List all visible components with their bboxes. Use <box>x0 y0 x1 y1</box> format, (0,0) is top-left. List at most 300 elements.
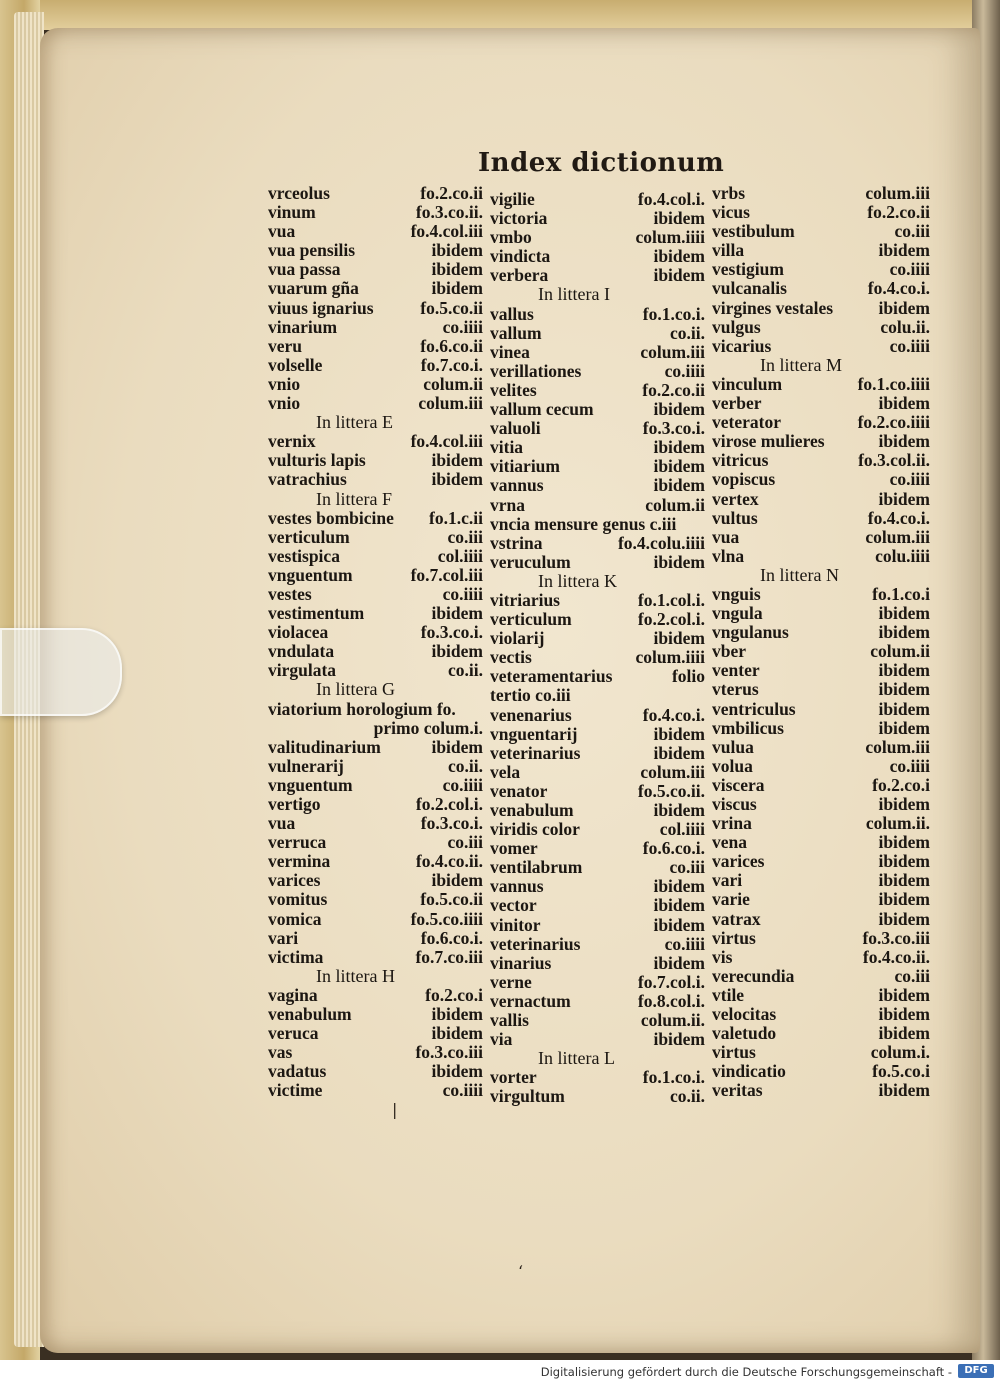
entry-reference: colum.iii <box>865 183 930 203</box>
entry-reference: ibidem <box>878 240 930 261</box>
entry-word: vestimentum <box>268 603 365 624</box>
entry-reference: colum.iii <box>865 736 930 757</box>
entry-reference: ibidem <box>653 952 705 973</box>
entry-word: vnio <box>268 393 301 414</box>
index-entry <box>712 585 930 604</box>
entry-word: viscus <box>712 794 757 814</box>
entry-word: viridis color <box>490 819 580 840</box>
section-label: In littera F <box>316 488 392 509</box>
index-entry <box>490 515 705 534</box>
entry-word: vas <box>268 1042 293 1063</box>
entry-reference: colum.iiii <box>635 227 705 248</box>
entry-word: velites <box>490 379 537 400</box>
entry-reference: co.iiii <box>889 469 930 490</box>
index-entry <box>490 801 705 820</box>
entry-reference: ibidem <box>431 1004 483 1025</box>
entry-reference: ibidem <box>431 1023 483 1044</box>
entry-word: vua <box>712 526 740 547</box>
entry-reference: fo.7.co.iii <box>415 946 483 967</box>
index-entry <box>712 203 930 222</box>
entry-word: vector <box>490 895 537 916</box>
entry-reference: ibidem <box>431 240 483 261</box>
entry-word: vallum <box>490 322 542 343</box>
index-entry <box>712 184 930 203</box>
index-entry <box>490 820 705 839</box>
entry-word: vulgus <box>712 316 761 337</box>
entry-reference: ibidem <box>878 1004 930 1025</box>
entry-word: vestispica <box>268 545 340 566</box>
entry-word: verne <box>490 971 532 992</box>
index-entry <box>712 738 930 757</box>
index-entry <box>490 916 705 935</box>
index-entry <box>712 1062 930 1081</box>
index-entry <box>268 509 483 528</box>
entry-reference: ibidem <box>653 208 705 229</box>
entry-word: vuarum gña <box>268 278 359 299</box>
index-entry <box>712 986 930 1005</box>
index-entry <box>712 451 930 470</box>
entry-word: virtus <box>712 927 756 948</box>
entry-reference: colum.i. <box>870 1042 930 1063</box>
entry-word: vua passa <box>268 259 341 280</box>
entry-word: vitiarium <box>490 456 560 477</box>
entry-reference: fo.3.co.i. <box>420 813 483 834</box>
entry-word: varices <box>268 870 321 891</box>
entry-reference: primo colum.i. <box>373 717 483 738</box>
entry-reference: fo.2.col.i. <box>637 609 705 630</box>
index-entry <box>268 776 483 795</box>
index-entry <box>268 222 483 241</box>
index-entry <box>268 566 483 585</box>
index-entry <box>490 877 705 896</box>
index-entry <box>490 667 705 686</box>
entry-reference: co.iiii <box>889 335 930 356</box>
index-entry <box>712 1081 930 1100</box>
index-entry <box>712 814 930 833</box>
entry-reference: fo.2.co.ii <box>420 183 483 203</box>
index-entry <box>712 432 930 451</box>
index-entry <box>712 241 930 260</box>
index-entry <box>712 642 930 661</box>
entry-reference: fo.6.co.ii <box>420 335 483 356</box>
index-entry <box>712 394 930 413</box>
index-entry <box>712 490 930 509</box>
entry-reference: fo.4.co.ii. <box>415 851 483 872</box>
entry-reference: fo.6.co.i. <box>642 838 705 859</box>
entry-reference: ibidem <box>878 889 930 910</box>
entry-word: volua <box>712 755 753 776</box>
section-heading <box>268 490 483 509</box>
index-entry <box>712 910 930 929</box>
dfg-logo: DFG <box>958 1364 994 1378</box>
entry-reference: fo.6.co.i. <box>420 927 483 948</box>
index-entry <box>490 266 705 285</box>
entry-reference: ibidem <box>431 736 483 757</box>
entry-reference: fo.3.co.i. <box>420 622 483 643</box>
entry-word: volselle <box>268 354 323 375</box>
entry-word: vela <box>490 761 521 782</box>
entry-word: veruculum <box>490 551 571 572</box>
entry-word: vngulanus <box>712 622 789 643</box>
index-entry <box>712 700 930 719</box>
entry-word: vertex <box>712 488 759 509</box>
index-entry <box>712 1043 930 1062</box>
index-entry <box>490 247 705 266</box>
entry-word: vannus <box>490 876 544 897</box>
entry-word: virtus <box>712 1042 756 1063</box>
index-entry <box>268 279 483 298</box>
entry-reference: colum.iii <box>640 341 705 362</box>
entry-reference: ibidem <box>653 914 705 935</box>
index-entry <box>712 604 930 623</box>
index-entry <box>268 451 483 470</box>
entry-word: vestes bombicine <box>268 507 394 528</box>
entry-word: vis <box>712 946 733 967</box>
entry-word: vopiscus <box>712 469 776 490</box>
entry-reference: fo.1.co.i. <box>642 1067 705 1088</box>
index-entry <box>490 896 705 915</box>
entry-word: vulua <box>712 736 754 757</box>
index-entry <box>268 890 483 909</box>
entry-reference: ibidem <box>878 393 930 414</box>
entry-reference: fo.1.c.ii <box>429 507 483 528</box>
entry-word: virgines vestales <box>712 297 834 318</box>
entry-reference: ibidem <box>878 717 930 738</box>
entry-reference: ibidem <box>878 984 930 1005</box>
entry-word: vernix <box>268 431 316 452</box>
entry-reference: fo.2.col.i. <box>415 794 483 814</box>
entry-word: vomer <box>490 838 538 859</box>
entry-word: vngula <box>712 603 763 624</box>
entry-reference: colu.ii. <box>880 316 930 337</box>
entry-word: vulnerarij <box>268 755 344 776</box>
index-entry <box>268 986 483 1005</box>
entry-word: vinarium <box>268 316 338 337</box>
entry-word: vnguis <box>712 583 761 604</box>
index-entry <box>712 948 930 967</box>
entry-word: vigilie <box>490 189 535 209</box>
entry-word: vua pensilis <box>268 240 356 261</box>
index-entry <box>712 470 930 489</box>
entry-reference: ibidem <box>653 742 705 763</box>
index-entry <box>712 528 930 547</box>
entry-word: vitriarius <box>490 589 560 610</box>
index-column-1 <box>268 184 483 1101</box>
entry-reference: ibidem <box>878 297 930 318</box>
entry-reference: fo.2.co.i <box>872 774 930 795</box>
entry-word: vestigium <box>712 259 784 280</box>
entry-word: viscera <box>712 774 765 795</box>
entry-reference: co.iiii <box>442 583 483 604</box>
index-entry <box>712 413 930 432</box>
index-entry <box>268 795 483 814</box>
index-entry <box>268 585 483 604</box>
section-label: In littera K <box>538 570 617 591</box>
entry-reference: fo.7.col.iii <box>410 564 483 585</box>
section-heading <box>490 572 705 591</box>
index-entry <box>490 343 705 362</box>
entry-reference: colum.ii. <box>640 1010 705 1031</box>
entry-word: vinarius <box>490 952 552 973</box>
entry-word: vallis <box>490 1010 529 1031</box>
entry-word: vrna <box>490 494 525 515</box>
entry-word: vulturis lapis <box>268 450 366 471</box>
entry-word: vernactum <box>490 990 571 1011</box>
entry-reference: fo.4.col.i. <box>637 189 705 209</box>
entry-reference: fo.7.co.i. <box>420 354 483 375</box>
index-entry <box>490 992 705 1011</box>
entry-word: vrceolus <box>268 183 330 203</box>
entry-word: vectis <box>490 647 532 668</box>
entry-reference: co.ii. <box>670 322 705 343</box>
section-heading <box>268 413 483 432</box>
index-entry <box>490 1068 705 1087</box>
entry-reference: colum.ii <box>870 641 930 662</box>
index-entry <box>490 1011 705 1030</box>
entry-reference: ibidem <box>878 431 930 452</box>
entry-reference: fo.3.co.ii. <box>415 202 483 223</box>
index-entry <box>268 1081 483 1100</box>
index-entry <box>490 954 705 973</box>
index-entry <box>490 686 705 705</box>
index-entry <box>268 871 483 890</box>
entry-reference: co.iiii <box>442 316 483 337</box>
index-entry <box>268 604 483 623</box>
entry-word: vicus <box>712 202 750 223</box>
entry-reference: fo.1.co.i <box>872 583 930 604</box>
entry-reference: ibidem <box>653 265 705 286</box>
transparent-clip <box>0 628 122 716</box>
entry-reference: ibidem <box>431 1061 483 1082</box>
index-entry <box>712 929 930 948</box>
footer-credit: Digitalisierung gefördert durch die Deutsche Forschungsgemeinschaft - <box>540 1365 952 1379</box>
entry-reference: fo.3.col.ii. <box>858 450 930 471</box>
index-entry <box>712 222 930 241</box>
entry-word: verruca <box>268 832 327 853</box>
entry-reference: fo.4.co.i. <box>642 704 705 725</box>
index-entry <box>490 305 705 324</box>
entry-word: vinea <box>490 341 530 362</box>
entry-word: vndulata <box>268 641 335 662</box>
index-entry <box>490 190 705 209</box>
index-entry <box>268 184 483 203</box>
page-title: Index dictionum <box>478 148 725 178</box>
index-entry <box>268 318 483 337</box>
entry-reference: colum.ii. <box>865 813 930 834</box>
entry-reference: ibidem <box>431 259 483 280</box>
index-entry <box>268 738 483 757</box>
entry-reference: ibidem <box>878 1023 930 1044</box>
entry-word: vatrax <box>712 908 761 929</box>
entry-reference: fo.1.col.i. <box>637 589 705 610</box>
entry-reference: fo.8.col.i. <box>637 990 705 1011</box>
entry-reference: co.iii <box>447 526 483 547</box>
entry-word: veritas <box>712 1080 763 1101</box>
entry-word: tertio co.iii <box>490 685 571 706</box>
entry-word: vrbs <box>712 183 746 203</box>
ink-mark: | <box>392 1100 398 1119</box>
entry-word: valuoli <box>490 418 541 439</box>
entry-word: venabulum <box>490 800 574 820</box>
entry-reference: fo.2.co.ii <box>642 379 705 400</box>
entry-reference: ibidem <box>653 437 705 458</box>
entry-word: vua <box>268 221 296 242</box>
entry-word: vber <box>712 641 747 662</box>
section-heading <box>268 680 483 699</box>
index-entry <box>712 623 930 642</box>
index-entry <box>712 852 930 871</box>
entry-word: veterinarius <box>490 933 581 954</box>
entry-word: vnio <box>268 373 301 394</box>
index-entry <box>712 890 930 909</box>
entry-word: vinitor <box>490 914 541 935</box>
index-entry <box>712 509 930 528</box>
section-label: In littera E <box>316 412 393 433</box>
entry-reference: fo.3.co.iii <box>862 927 930 948</box>
entry-reference: co.iiii <box>664 933 705 954</box>
entry-reference: co.ii. <box>448 660 483 681</box>
entry-reference: fo.4.co.i. <box>867 278 930 299</box>
index-entry <box>490 476 705 495</box>
index-entry <box>490 839 705 858</box>
entry-reference: colum.ii <box>423 373 483 394</box>
index-entry <box>268 1005 483 1024</box>
entry-reference: col.iiii <box>437 545 483 566</box>
index-entry <box>712 279 930 298</box>
entry-reference: folio <box>671 666 705 687</box>
entry-reference: fo.5.co.i <box>872 1061 930 1082</box>
entry-reference: ibidem <box>653 1029 705 1050</box>
index-entry <box>268 642 483 661</box>
index-entry <box>490 228 705 247</box>
index-entry <box>268 241 483 260</box>
entry-word: vermina <box>268 851 331 872</box>
index-entry <box>490 706 705 725</box>
entry-reference: ibidem <box>653 876 705 897</box>
entry-word: verber <box>712 393 762 414</box>
entry-reference: ibidem <box>878 603 930 624</box>
entry-reference: fo.1.co.i. <box>642 303 705 324</box>
entry-word: virose mulieres <box>712 431 825 452</box>
entry-word: varices <box>712 851 765 872</box>
entry-word: vertigo <box>268 794 321 814</box>
index-entry <box>712 967 930 986</box>
entry-word: victoria <box>490 208 548 229</box>
index-entry <box>490 362 705 381</box>
entry-word: vmbilicus <box>712 717 784 738</box>
entry-reference: ibidem <box>653 475 705 496</box>
entry-word: veru <box>268 335 303 356</box>
section-heading <box>712 566 930 585</box>
index-entry <box>712 1005 930 1024</box>
entry-word: veteramentarius <box>490 666 613 687</box>
entry-word: verticulum <box>268 526 350 547</box>
entry-reference: co.iiii <box>442 774 483 795</box>
index-entry <box>268 623 483 642</box>
index-entry <box>268 1062 483 1081</box>
entry-word: virgultum <box>490 1086 565 1107</box>
entry-word: viuus ignarius <box>268 297 374 318</box>
index-entry <box>490 935 705 954</box>
entry-reference: co.iiii <box>442 1080 483 1101</box>
entry-word: vterus <box>712 679 759 700</box>
index-entry <box>490 534 705 553</box>
entry-word: valitudinarium <box>268 736 381 757</box>
entry-word: vomica <box>268 908 322 929</box>
entry-reference: ibidem <box>653 723 705 744</box>
entry-reference: fo.2.co.i <box>425 984 483 1005</box>
entry-word: vallum cecum <box>490 399 594 420</box>
entry-reference: colum.iii <box>640 761 705 782</box>
index-entry <box>268 757 483 776</box>
entry-reference: co.iii <box>447 832 483 853</box>
index-entry <box>490 648 705 667</box>
section-label: In littera G <box>316 679 395 700</box>
index-entry <box>712 661 930 680</box>
book-top-edge <box>0 0 1000 30</box>
entry-reference: colum.ii <box>645 494 705 515</box>
index-entry <box>712 375 930 394</box>
index-entry <box>490 457 705 476</box>
index-entry <box>268 356 483 375</box>
index-entry <box>268 948 483 967</box>
entry-reference: fo.4.colu.iiii <box>617 532 705 553</box>
entry-reference: ibidem <box>431 278 483 299</box>
entry-word: vindicta <box>490 246 551 267</box>
index-entry <box>490 1030 705 1049</box>
entry-word: vmbo <box>490 227 532 248</box>
index-entry <box>268 1024 483 1043</box>
entry-word: verillationes <box>490 360 582 381</box>
entry-word: violarij <box>490 628 545 649</box>
entry-word: velocitas <box>712 1004 777 1025</box>
entry-reference: co.iiii <box>889 755 930 776</box>
entry-word: vitia <box>490 437 524 458</box>
entry-reference: fo.7.col.i. <box>637 971 705 992</box>
entry-reference: fo.3.co.i. <box>642 418 705 439</box>
index-entry <box>490 610 705 629</box>
index-entry <box>490 591 705 610</box>
entry-reference: col.iiii <box>659 819 705 840</box>
entry-reference: fo.5.co.iiii <box>410 908 483 929</box>
entry-reference: fo.4.col.iii <box>410 221 483 242</box>
entry-word: venter <box>712 660 760 681</box>
entry-word: virgulata <box>268 660 337 681</box>
index-entry <box>268 700 483 719</box>
entry-reference: ibidem <box>431 469 483 490</box>
entry-word: vomitus <box>268 889 328 910</box>
index-entry <box>712 547 930 566</box>
entry-word: vnguentum <box>268 564 353 585</box>
entry-reference: ibidem <box>653 800 705 820</box>
index-entry <box>490 496 705 515</box>
entry-word: vrina <box>712 813 752 834</box>
index-entry <box>490 725 705 744</box>
index-entry <box>268 432 483 451</box>
entry-word: vatrachius <box>268 469 347 490</box>
index-entry <box>268 852 483 871</box>
entry-word: vestes <box>268 583 312 604</box>
entry-reference: ibidem <box>878 851 930 872</box>
entry-reference: ibidem <box>878 1080 930 1101</box>
entry-word: valetudo <box>712 1023 777 1044</box>
entry-reference: ibidem <box>878 660 930 681</box>
entry-word: vari <box>712 870 743 891</box>
index-entry <box>490 400 705 419</box>
entry-reference: colum.iiii <box>635 647 705 668</box>
entry-reference: fo.3.co.iii <box>415 1042 483 1063</box>
index-entry <box>712 719 930 738</box>
